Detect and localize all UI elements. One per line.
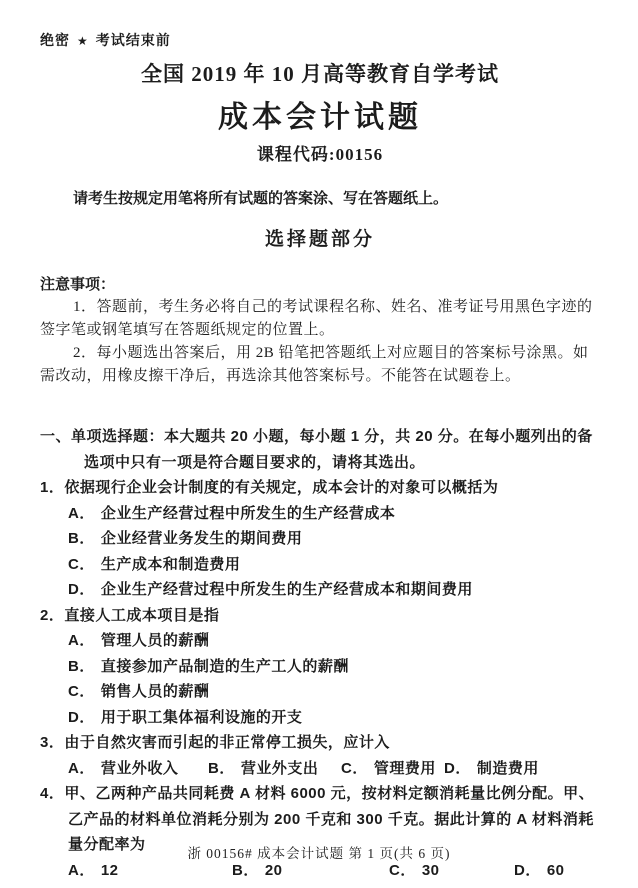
question-1 <box>40 475 600 603</box>
option-d <box>40 705 600 731</box>
option-b <box>208 756 341 782</box>
notes-section <box>40 273 600 388</box>
option-text: 30 <box>421 861 440 879</box>
option-text: 管理人员的薪酬 <box>100 632 210 649</box>
option-c <box>40 679 600 705</box>
option-label: C． <box>389 861 416 879</box>
option-label: A． <box>68 632 95 649</box>
notes-title: 注意事项： <box>40 276 116 293</box>
question-number: 1． <box>40 479 65 496</box>
question-text: 直接人工成本项目是指 <box>64 606 220 624</box>
option-text: 管理费用 <box>373 759 436 777</box>
exam-title: 成本会计试题 <box>218 101 422 134</box>
question-text: 甲、乙两种产品共同耗费 A 材料 6000 元，按材料定额消耗量比例分配。甲、乙产品的材料单位消耗分别为 200 千克和 300 千克。据此计算的 A 材料消耗量分配率为 <box>64 785 595 853</box>
question-4 <box>40 781 600 883</box>
section-header: 选择题部分 <box>264 229 375 250</box>
option-label: B． <box>68 657 95 675</box>
option-label: A． <box>68 759 95 777</box>
option-label: D． <box>514 861 541 879</box>
option-c <box>341 756 444 782</box>
question-text: 依据现行企业会计制度的有关规定，成本会计的对象可以概括为 <box>64 479 499 496</box>
question-3 <box>40 730 600 781</box>
option-label: D． <box>444 759 471 777</box>
question-text: 由于自然灾害而引起的非正常停工损失，应计入 <box>64 734 390 751</box>
classification-label: 绝密 <box>40 32 70 48</box>
question-number: 4． <box>40 785 65 802</box>
option-d <box>444 756 539 782</box>
option-text: 生产成本和制造费用 <box>100 555 241 573</box>
option-label: B． <box>208 759 235 777</box>
question-stem <box>40 475 600 501</box>
classification-banner <box>40 30 600 50</box>
question-2 <box>40 603 600 731</box>
option-text: 营业外收入 <box>100 759 179 777</box>
section-one-intro: 一、单项选择题：本大题共 20 小题，每小题 1 分，共 20 分。在每小题列出的备选项中只有一项是符合题目要求的，请将其选出。 <box>40 428 593 471</box>
exam-session-title: 全国 2019 年 10 月高等教育自学考试 <box>141 62 499 86</box>
option-text: 60 <box>546 861 565 879</box>
option-text: 20 <box>264 861 283 879</box>
option-text: 直接参加产品制造的生产工人的薪酬 <box>100 657 349 675</box>
option-label: D． <box>68 581 95 598</box>
page-footer: 浙 00156# 成本会计试题 第 1 页(共 6 页) <box>187 846 451 861</box>
option-text: 企业生产经营过程中所发生的生产经营成本和期间费用 <box>100 581 473 598</box>
option-label: A． <box>68 504 95 522</box>
option-a <box>40 628 600 654</box>
answer-instruction: 请考生按规定用笔将所有试题的答案涂、写在答题纸上。 <box>73 190 449 207</box>
question-stem <box>40 730 600 756</box>
option-label: D． <box>68 708 95 726</box>
option-a <box>40 501 600 527</box>
question-1-options <box>40 501 600 603</box>
option-b <box>40 526 600 552</box>
option-label: C． <box>68 683 95 700</box>
option-text: 用于职工集体福利设施的开支 <box>100 708 303 726</box>
course-code: 课程代码:00156 <box>256 145 384 164</box>
question-2-options <box>40 628 600 730</box>
option-text: 营业外支出 <box>240 759 319 777</box>
option-text: 12 <box>100 861 119 879</box>
option-label: B． <box>232 861 259 879</box>
option-label: C． <box>341 759 368 777</box>
option-label: C． <box>68 555 95 573</box>
note-item-2: 2．每小题选出答案后，用 2B 铅笔把答题纸上对应题目的答案标号涂黑。如需改动，用橡皮擦干净后，再选涂其他答案标号。不能答在试题卷上。 <box>40 345 589 384</box>
option-text: 销售人员的薪酬 <box>100 683 210 700</box>
option-d <box>40 577 600 603</box>
option-b <box>40 654 600 680</box>
star-icon: ★ <box>77 34 89 48</box>
option-label: B． <box>68 530 95 547</box>
option-text: 制造费用 <box>476 759 539 777</box>
option-a <box>68 756 208 782</box>
option-label: A． <box>68 861 95 879</box>
question-3-options <box>40 756 600 782</box>
option-c <box>40 552 600 578</box>
questions-list <box>40 475 600 883</box>
question-number: 2． <box>40 606 65 624</box>
question-number: 3． <box>40 734 65 751</box>
timing-note: 考试结束前 <box>95 32 171 48</box>
option-text: 企业经营业务发生的期间费用 <box>100 530 303 547</box>
option-text: 企业生产经营过程中所发生的生产经营成本 <box>100 504 396 522</box>
note-item-1: 1．答题前，考生务必将自己的考试课程名称、姓名、准考证号用黑色字迹的签字笔或钢笔填写在答题纸规定的位置上。 <box>40 299 593 338</box>
question-stem <box>40 603 600 629</box>
